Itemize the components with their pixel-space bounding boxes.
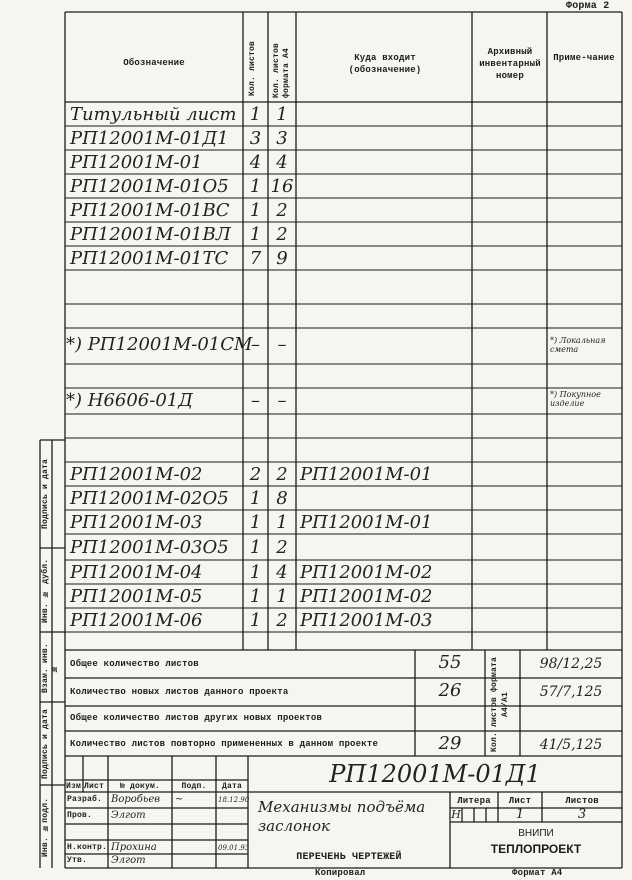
summary-reused-value: 29 — [438, 733, 462, 754]
tb-col-sign: Подп. — [181, 782, 207, 791]
row-a4: 2 — [276, 464, 288, 485]
header-a4-count: Кол. листов формата А4 — [272, 42, 291, 98]
row-designation: РП12001М-03 — [70, 512, 203, 533]
row-designation: РП12001М-04 — [70, 562, 203, 583]
row-sheets: 2 — [249, 464, 262, 485]
stamp-vzam: Взам. инв. № — [41, 643, 59, 694]
row-enters: РП12001М-02 — [300, 562, 433, 583]
tb-date: 18.12.90 — [218, 796, 250, 804]
row-designation: РП12001М-01ВС — [70, 200, 230, 221]
tb-name: Воробьев — [111, 794, 161, 805]
row-sheets: 1 — [249, 610, 262, 631]
row-designation: РП12001М-03О5 — [70, 537, 229, 558]
row-enters: РП12001М-01 — [300, 512, 433, 533]
row-sheets: 4 — [249, 152, 262, 173]
row-note: *) Покупное изделие — [550, 390, 601, 408]
summary-reused-label: Количество листов повторно примененных в данном проекте — [70, 739, 379, 749]
row-sheets: 1 — [249, 562, 262, 583]
tb-role: Утв. — [67, 856, 88, 865]
row-designation: РП12001М-01ВЛ — [70, 224, 231, 245]
tb-col-date: Дата — [221, 782, 242, 791]
row-designation: РП12001М-06 — [70, 610, 203, 631]
tb-col-izm: Изм — [66, 782, 82, 791]
tb-org-line2: ТЕПЛОПРОЕКТ — [490, 842, 582, 856]
summary-reused-a4: 41/5,125 — [539, 737, 603, 753]
summary-new-a4: 57/7,125 — [539, 684, 603, 700]
footer-copied: Копировал — [315, 868, 366, 878]
tb-code: РП12001М-01Д1 — [329, 760, 541, 788]
stamp-signature-date-2: Подпись и дата — [41, 459, 50, 530]
tb-sheets-value: 3 — [577, 807, 587, 822]
form-label: Форма 2 — [566, 1, 610, 12]
row-sheets: 1 — [249, 537, 262, 558]
tb-litera-label: Литера — [457, 796, 491, 806]
row-a4: – — [277, 390, 287, 411]
row-sheets: 1 — [249, 200, 262, 221]
row-designation: РП12001М-01 — [70, 152, 203, 173]
row-sheets: 1 — [249, 512, 262, 533]
tb-sheet-label: Лист — [508, 796, 532, 806]
row-a4: 2 — [276, 224, 288, 245]
row-a4: 8 — [276, 488, 288, 509]
row-sheets: 1 — [249, 176, 262, 197]
tb-role: Разраб. — [67, 795, 103, 804]
row-sheets: 1 — [249, 586, 262, 607]
stamp-inv-podl: Инв. №подл. — [41, 797, 50, 857]
summary-new-label: Количество новых листов данного проекта — [70, 687, 289, 697]
tb-name: Элгот — [111, 810, 146, 821]
row-a4: 2 — [276, 610, 288, 631]
header-enters-into: Куда входит (обозначение) — [348, 53, 422, 75]
summary-new-value: 26 — [438, 680, 462, 701]
row-a4: 9 — [276, 248, 288, 269]
tb-col-doc: № докум. — [119, 782, 160, 791]
row-sheets: 7 — [249, 248, 262, 269]
row-a4: 2 — [276, 537, 288, 558]
row-sheets: 1 — [249, 224, 262, 245]
row-designation: *) РП12001М-01СМ — [66, 334, 253, 355]
row-note: *) Локальная смета — [550, 336, 606, 354]
row-designation: РП12001М-01О5 — [70, 176, 229, 197]
tb-role: Пров. — [67, 811, 93, 820]
row-a4: 16 — [270, 176, 294, 197]
tb-object-name: Механизмы подъёма заслонок — [258, 798, 426, 835]
row-designation: РП12001М-01Д1 — [70, 128, 229, 149]
summary-a4-column-label: Кол. листов формата А4/А1 — [490, 656, 510, 752]
row-designation: РП12001М-02 — [70, 464, 203, 485]
row-a4: 2 — [276, 200, 288, 221]
tb-doc-title: ПЕРЕЧЕНЬ ЧЕРТЕЖЕЙ — [296, 852, 402, 863]
tb-name: Элгот — [111, 855, 146, 866]
header-note: Приме-чание — [553, 53, 615, 63]
row-sheets: 1 — [249, 104, 262, 125]
row-a4: 4 — [276, 152, 288, 173]
tb-litera-value: Н — [451, 808, 461, 821]
row-sheets: 1 — [249, 488, 262, 509]
row-sheets: 3 — [249, 128, 262, 149]
row-designation: Титульный лист — [70, 104, 237, 125]
stamp-signature-date-1: Подпись и дата — [41, 709, 50, 780]
summary-total-a4: 98/12,25 — [539, 656, 603, 672]
header-sheet-count: Кол. листов — [248, 40, 257, 96]
row-a4: 4 — [276, 562, 288, 583]
signature-mark: ~ — [175, 794, 184, 805]
row-a4: 3 — [276, 128, 288, 149]
row-enters: РП12001М-03 — [300, 610, 433, 631]
summary-total-label: Общее количество листов — [70, 659, 199, 669]
row-designation: РП12001М-01ТС — [70, 248, 229, 269]
tb-sheets-label: Листов — [565, 796, 599, 806]
row-designation: *) Н6606-01Д — [66, 390, 193, 411]
row-a4: 1 — [276, 104, 288, 125]
footer-format: Формат А4 — [512, 868, 563, 878]
stamp-inv-dubl: Инв. № дубл. — [41, 558, 50, 624]
header-archive-number: Архивный инвентарный номер — [479, 47, 541, 81]
row-designation: РП12001М-05 — [70, 586, 203, 607]
tb-name: Прохина — [111, 842, 157, 853]
tb-date: 09.01.93 — [218, 844, 250, 852]
row-a4: – — [277, 334, 287, 355]
summary-other-label: Общее количество листов других новых проектов — [70, 713, 323, 723]
row-a4: 1 — [276, 512, 288, 533]
tb-col-list: Лист — [84, 782, 105, 791]
header-designation: Обозначение — [123, 58, 185, 68]
tb-org-line1: ВНИПИ — [518, 828, 554, 839]
row-a4: 1 — [276, 586, 288, 607]
tb-sheet-value: 1 — [515, 807, 525, 822]
row-sheets: – — [251, 390, 260, 411]
row-designation: РП12001М-02О5 — [70, 488, 229, 509]
row-enters: РП12001М-02 — [300, 586, 433, 607]
summary-total-value: 55 — [438, 652, 462, 673]
row-enters: РП12001М-01 — [300, 464, 433, 485]
row-sheets: – — [251, 334, 260, 355]
tb-role: Н.контр. — [67, 843, 108, 852]
